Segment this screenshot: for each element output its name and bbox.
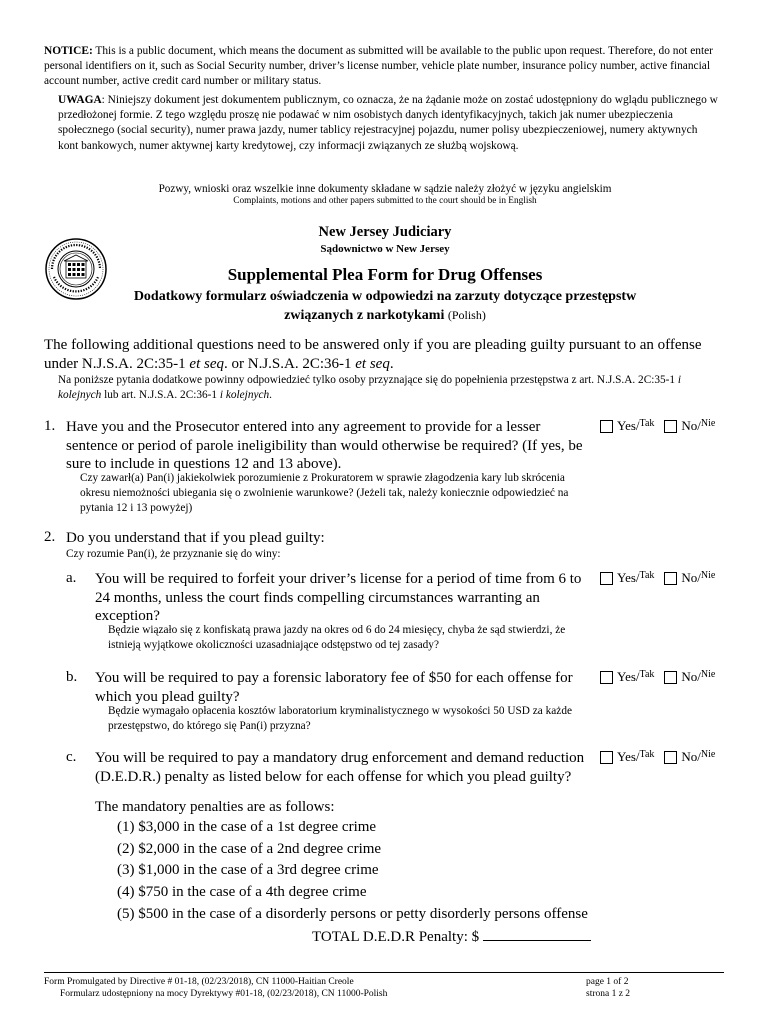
intro-pl-k1: i kolejnych — [58, 374, 682, 401]
form-title: Supplemental Plea Form for Drug Offenses — [227, 265, 543, 284]
q2a-no-checkbox[interactable] — [664, 572, 677, 585]
q2c-text: You will be required to pay a mandatory drug enforcement and demand reduction (D.E.D.R.) penalty as listed below for each offense for which you plead guilty? — [95, 750, 585, 785]
q2b-answer — [600, 669, 725, 685]
q2b-yes-label: Yes/ — [617, 669, 640, 684]
form-title-pl — [0, 287, 770, 325]
q2-number: 2. — [44, 529, 56, 545]
q2a-yes-checkbox[interactable] — [600, 572, 613, 585]
judiciary-title: New Jersey Judiciary — [318, 224, 452, 240]
q2a-yes-label: Yes/ — [617, 570, 640, 585]
intro-text-pl — [58, 373, 698, 403]
language-note-pl: Pozwy, wnioski oraz wszelkie inne dokumenty składane w sądzie należy złożyć w języku angielskim — [158, 183, 612, 195]
q2b-no-label-pl: Nie — [700, 669, 716, 680]
intro-part2: . or N.J.S.A. 2C:36-1 — [224, 355, 356, 372]
q1-no-label: No/ — [681, 418, 701, 433]
q2c-answer — [600, 749, 725, 765]
q1-answer — [600, 418, 725, 434]
q2c-yes-label-pl: Tak — [639, 749, 655, 760]
penalty-item: (2) $2,000 in the case of a 2nd degree crime — [117, 841, 382, 857]
q2-text-pl: Czy rozumie Pan(i), że przyznanie się do winy: — [66, 548, 281, 560]
footer-page-en: page 1 of 2 — [586, 977, 629, 987]
q2c-letter: c. — [66, 749, 77, 765]
notice-text: This is a public document, which means the document as submitted will be available to the public upon request. Therefore, do not enter personal identifiers on it, such as Social Security number, driver’s license number, vehicle plate number, insurance policy number, active financial account number, active credit card number or military status. — [44, 45, 713, 88]
penalties-heading: The mandatory penalties are as follows: — [95, 799, 335, 815]
q2-text: Do you understand that if you plead guilty: — [66, 530, 325, 546]
language-label: (Polish) — [447, 308, 486, 322]
q2a-yes-label-pl: Tak — [639, 570, 655, 581]
q2a-text: You will be required to forfeit your driver’s license for a period of time from 6 to 24 months, unless the court finds compelling circumstances warranting an exception? — [95, 571, 582, 624]
intro-part1: The following additional questions need to be answered only if you are pleading guilty pursuant to an offense under N.J.S.A. 2C:35-1 — [44, 337, 702, 372]
q1-yes-label: Yes/ — [617, 418, 640, 433]
form-title-pl-line1: Dodatkowy formularz oświadczenia w odpowiedzi na zarzuty dotyczące przestępstw — [133, 289, 637, 304]
q2b-text: You will be required to pay a forensic laboratory fee of $50 for each offense for which you plead guilty? — [95, 670, 573, 705]
q2a-no-label: No/ — [681, 570, 701, 585]
q2a-answer — [600, 570, 725, 586]
q2c-no-label-pl: Nie — [700, 749, 716, 760]
judiciary-title-pl: Sądownictwo w New Jersey — [320, 243, 450, 255]
q1-yes-label-pl: Tak — [639, 418, 655, 429]
intro-etseq1: et seq — [189, 355, 224, 372]
q1-number: 1. — [44, 418, 56, 434]
notice-label: NOTICE: — [44, 45, 93, 57]
q2c-no-checkbox[interactable] — [664, 751, 677, 764]
q2c-yes-checkbox[interactable] — [600, 751, 613, 764]
q2b-yes-label-pl: Tak — [639, 669, 655, 680]
footer-left-en: Form Promulgated by Directive # 01-18, (02/23/2018), CN 11000-Haitian Creole — [44, 977, 354, 987]
q1-yes-checkbox[interactable] — [600, 420, 613, 433]
q1-text-pl: Czy zawarł(a) Pan(i) jakiekolwiek porozumienie z Prokuratorem w sprawie złagodzenia kary lub skrócenia okresu niemożności ubiegania się o zwolnienie warunkowe? (Jeżeli tak, należy koniecznie odpowiedzieć na pytania 12 i 13 powyżej) — [80, 472, 569, 514]
intro-etseq2: et seq — [355, 355, 390, 372]
q2b-no-label: No/ — [681, 669, 701, 684]
q2c-yes-label: Yes/ — [617, 749, 640, 764]
q2b-text-pl: Będzie wymagało opłacenia kosztów laboratorium kryminalistycznego w wysokości 50 USD za każde przestępstwo, do którego się Pan(i) przyzna? — [108, 705, 572, 732]
q2b-letter: b. — [66, 669, 78, 685]
total-penalty-field[interactable] — [483, 927, 591, 941]
penalty-item: (3) $1,000 in the case of a 3rd degree crime — [117, 862, 379, 878]
q1-no-checkbox[interactable] — [664, 420, 677, 433]
q2b-no-checkbox[interactable] — [664, 671, 677, 684]
notice-pl-label: UWAGA — [58, 94, 102, 106]
q2a-letter: a. — [66, 570, 77, 586]
penalty-item: (4) $750 in the case of a 4th degree crime — [117, 884, 367, 900]
penalty-item: (1) $3,000 in the case of a 1st degree crime — [117, 819, 377, 835]
q2b-yes-checkbox[interactable] — [600, 671, 613, 684]
q1-no-label-pl: Nie — [700, 418, 716, 429]
q2a-no-label-pl: Nie — [700, 570, 716, 581]
form-title-pl-line2: związanych z narkotykami — [284, 308, 445, 323]
intro-pl2: lub art. N.J.S.A. 2C:36-1 — [101, 388, 220, 401]
notice-polish-paragraph — [58, 93, 718, 154]
total-dedr-penalty — [312, 927, 591, 946]
intro-text — [44, 336, 704, 373]
intro-part3: . — [389, 355, 394, 372]
q2a-text-pl: Będzie wiązało się z konfiskatą prawa jazdy na okres od 6 do 24 miesięcy, chyba że sąd stwierdzi, że istnieją wyjątkowe okoliczności uzasadniające odstępstwo od tej zasady? — [108, 624, 566, 651]
intro-pl3: . — [269, 388, 272, 401]
q1-text: Have you and the Prosecutor entered into any agreement to provide for a lesser sentence or period of parole ineligibility than would otherwise be required? (If yes, be sure to include in questions 12 and 13 above). — [66, 419, 583, 472]
notice-pl-text: : Niniejszy dokument jest dokumentem publicznym, co oznacza, że na żądanie może on zostać udostępniony do wglądu publicznego w przedłożonej formie. Z tego względu proszę nie podawać w nim osobistych danych identyfikacyjnych, takich jak numer ubezpieczenia społecznego (social security), numer prawa jazdy, numer tablicy rejestracyjnej pojazdu, numer polisy ubezpieczeniowej, numery aktywnych kont bankowych, numer aktywnej karty kredytowej, czy informacji związanych ze służbą wojskową. — [58, 94, 718, 152]
footer-left-pl: Formularz udostępniony na mocy Dyrektywy #01-18, (02/23/2018), CN 11000-Polish — [60, 989, 388, 999]
penalty-item: (5) $500 in the case of a disorderly persons or petty disorderly persons offense — [117, 906, 588, 922]
notice-paragraph — [44, 44, 734, 90]
intro-pl-k2: i kolejnych — [219, 388, 270, 401]
language-note-en: Complaints, motions and other papers submitted to the court should be in English — [233, 196, 537, 206]
intro-pl1: Na poniższe pytania dodatkowe powinny odpowiedzieć tylko osoby przyznające się do popełnienia przestępstwa z art. N.J.S.A. 2C:35-1 — [58, 374, 678, 386]
q2c-no-label: No/ — [681, 749, 701, 764]
footer-divider — [44, 972, 724, 973]
footer-page-pl: strona 1 z 2 — [586, 989, 631, 999]
total-label: TOTAL D.E.D.R Penalty: $ — [312, 929, 480, 945]
